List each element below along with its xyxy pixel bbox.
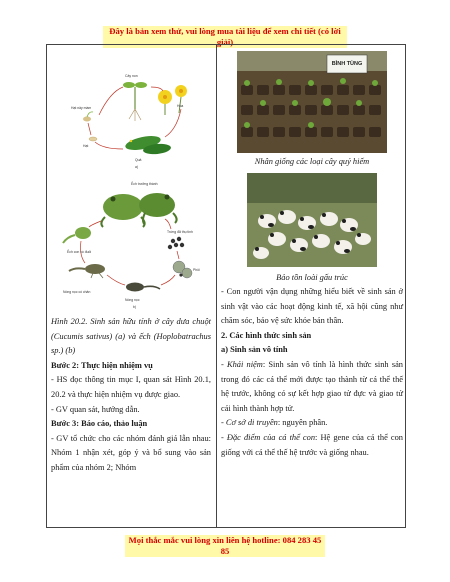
step2-line1: - HS đọc thông tin mục I, quan sát Hình 20.1, 20.2 và thực hiện nhiệm vụ được giao. [51,375,211,399]
label-seed: Hạt [83,144,89,148]
label-germinating-seed: Hạt nảy mầm [71,106,92,110]
sprouting-seed-icon [83,112,93,122]
step2-title: Bước 2: Thực hiện nhiệm vụ [51,360,153,370]
left-text-block [51,315,211,476]
content-table [46,44,406,528]
nursery-photo [237,51,387,153]
flower-icon [158,85,187,115]
label-fertilized-egg: Trứng đã thụ tinh [167,230,193,234]
tadpole-legs-icon [69,264,105,278]
feature-text: : Hệ gene của cá thể con giống với cá thể thế hệ trước và giống nhau. [221,432,403,457]
label-tadpole-legs: Nòng nọc có chân [63,290,91,294]
right-column [217,45,407,527]
label-adult-frog: Ếch trưởng thành [131,182,158,186]
left-column [47,45,216,527]
feature-paragraph [221,431,403,460]
basis-paragraph [221,416,403,431]
label-flower: Hoa [177,104,184,108]
seed-icon [89,137,97,141]
embryo-icon [173,261,192,278]
label-a: a) [135,165,139,169]
label-b: b) [133,305,137,309]
label-embryo: Phôi [193,268,200,272]
step3-line1: - GV tổ chức cho các nhóm đánh giá lẫn nhau: Nhóm 1 nhận xét, góp ý và bổ sung vào sản phẩm của nhóm 2; Nhóm [51,433,211,472]
right-text-block [221,271,403,460]
frog-cycle-figure [61,169,211,309]
label-tadpole: Nòng nọc [125,298,140,302]
adult-frog-icon [101,193,176,227]
concept-label: - Khái niệm [221,359,263,369]
step2-line2: - GV quan sát, hướng dẫn. [51,404,140,414]
basis-label: - Cơ sở di truyền [221,418,278,428]
panda-caption: Bảo tồn loài gấu trúc [276,273,348,282]
froglet-icon [63,227,91,243]
nursery-sign: BÌNH TÙNG [331,61,363,67]
label-fruit: Quả [135,158,142,162]
nursery-caption: Nhân giống các loại cây quý hiếm [254,157,370,166]
concept-text: : Sinh sản vô tính là hình thức sinh sản trong đó các cá thể mới được tạo thành từ cá thể thế hệ trước, không có sự kết hợp giao tử đực và giao tử cái hình thành hợp tử. [221,359,403,413]
cucumber-icon [124,133,171,155]
label-young-plant: Cây non [125,74,138,78]
seedling-icon [123,82,147,121]
feature-label: - Đặc điểm của cá thể con [221,432,316,442]
section-title: 2. Các hình thức sinh sản [221,330,312,340]
tadpole-icon [126,283,160,292]
application-paragraph: - Con người vận dụng những hiểu biết về sinh sản ở sinh vật vào các hoạt động kinh tế, xã hội cũng như chăm sóc, bảo vệ sức khỏe bản thân. [221,287,403,326]
step3-title: Bước 3: Báo cáo, thảo luận [51,419,148,429]
label-froglet: Ếch con có đuôi [67,250,92,254]
figure-caption: Hình 20.2. Sinh sản hữu tính ở cây dưa chuột (Cucumis sativus) (a) và ếch (Hoplobatrachus sp.) (b) [51,317,211,356]
cucumber-cycle-figure [65,57,205,169]
header-notice: Đây là bản xem thử, vui lòng mua tài liệu để xem chi tiết (có lời giải) [103,26,347,48]
panda-photo [247,173,377,267]
concept-paragraph [221,358,403,416]
subsection-title: a) Sinh sản vô tính [221,345,288,355]
footer-notice: Mọi thắc mắc vui lòng xin liên hệ hotline: 084 283 45 85 [125,535,325,557]
egg-mass-icon [168,237,184,249]
basis-text: : nguyên phân. [277,418,328,428]
